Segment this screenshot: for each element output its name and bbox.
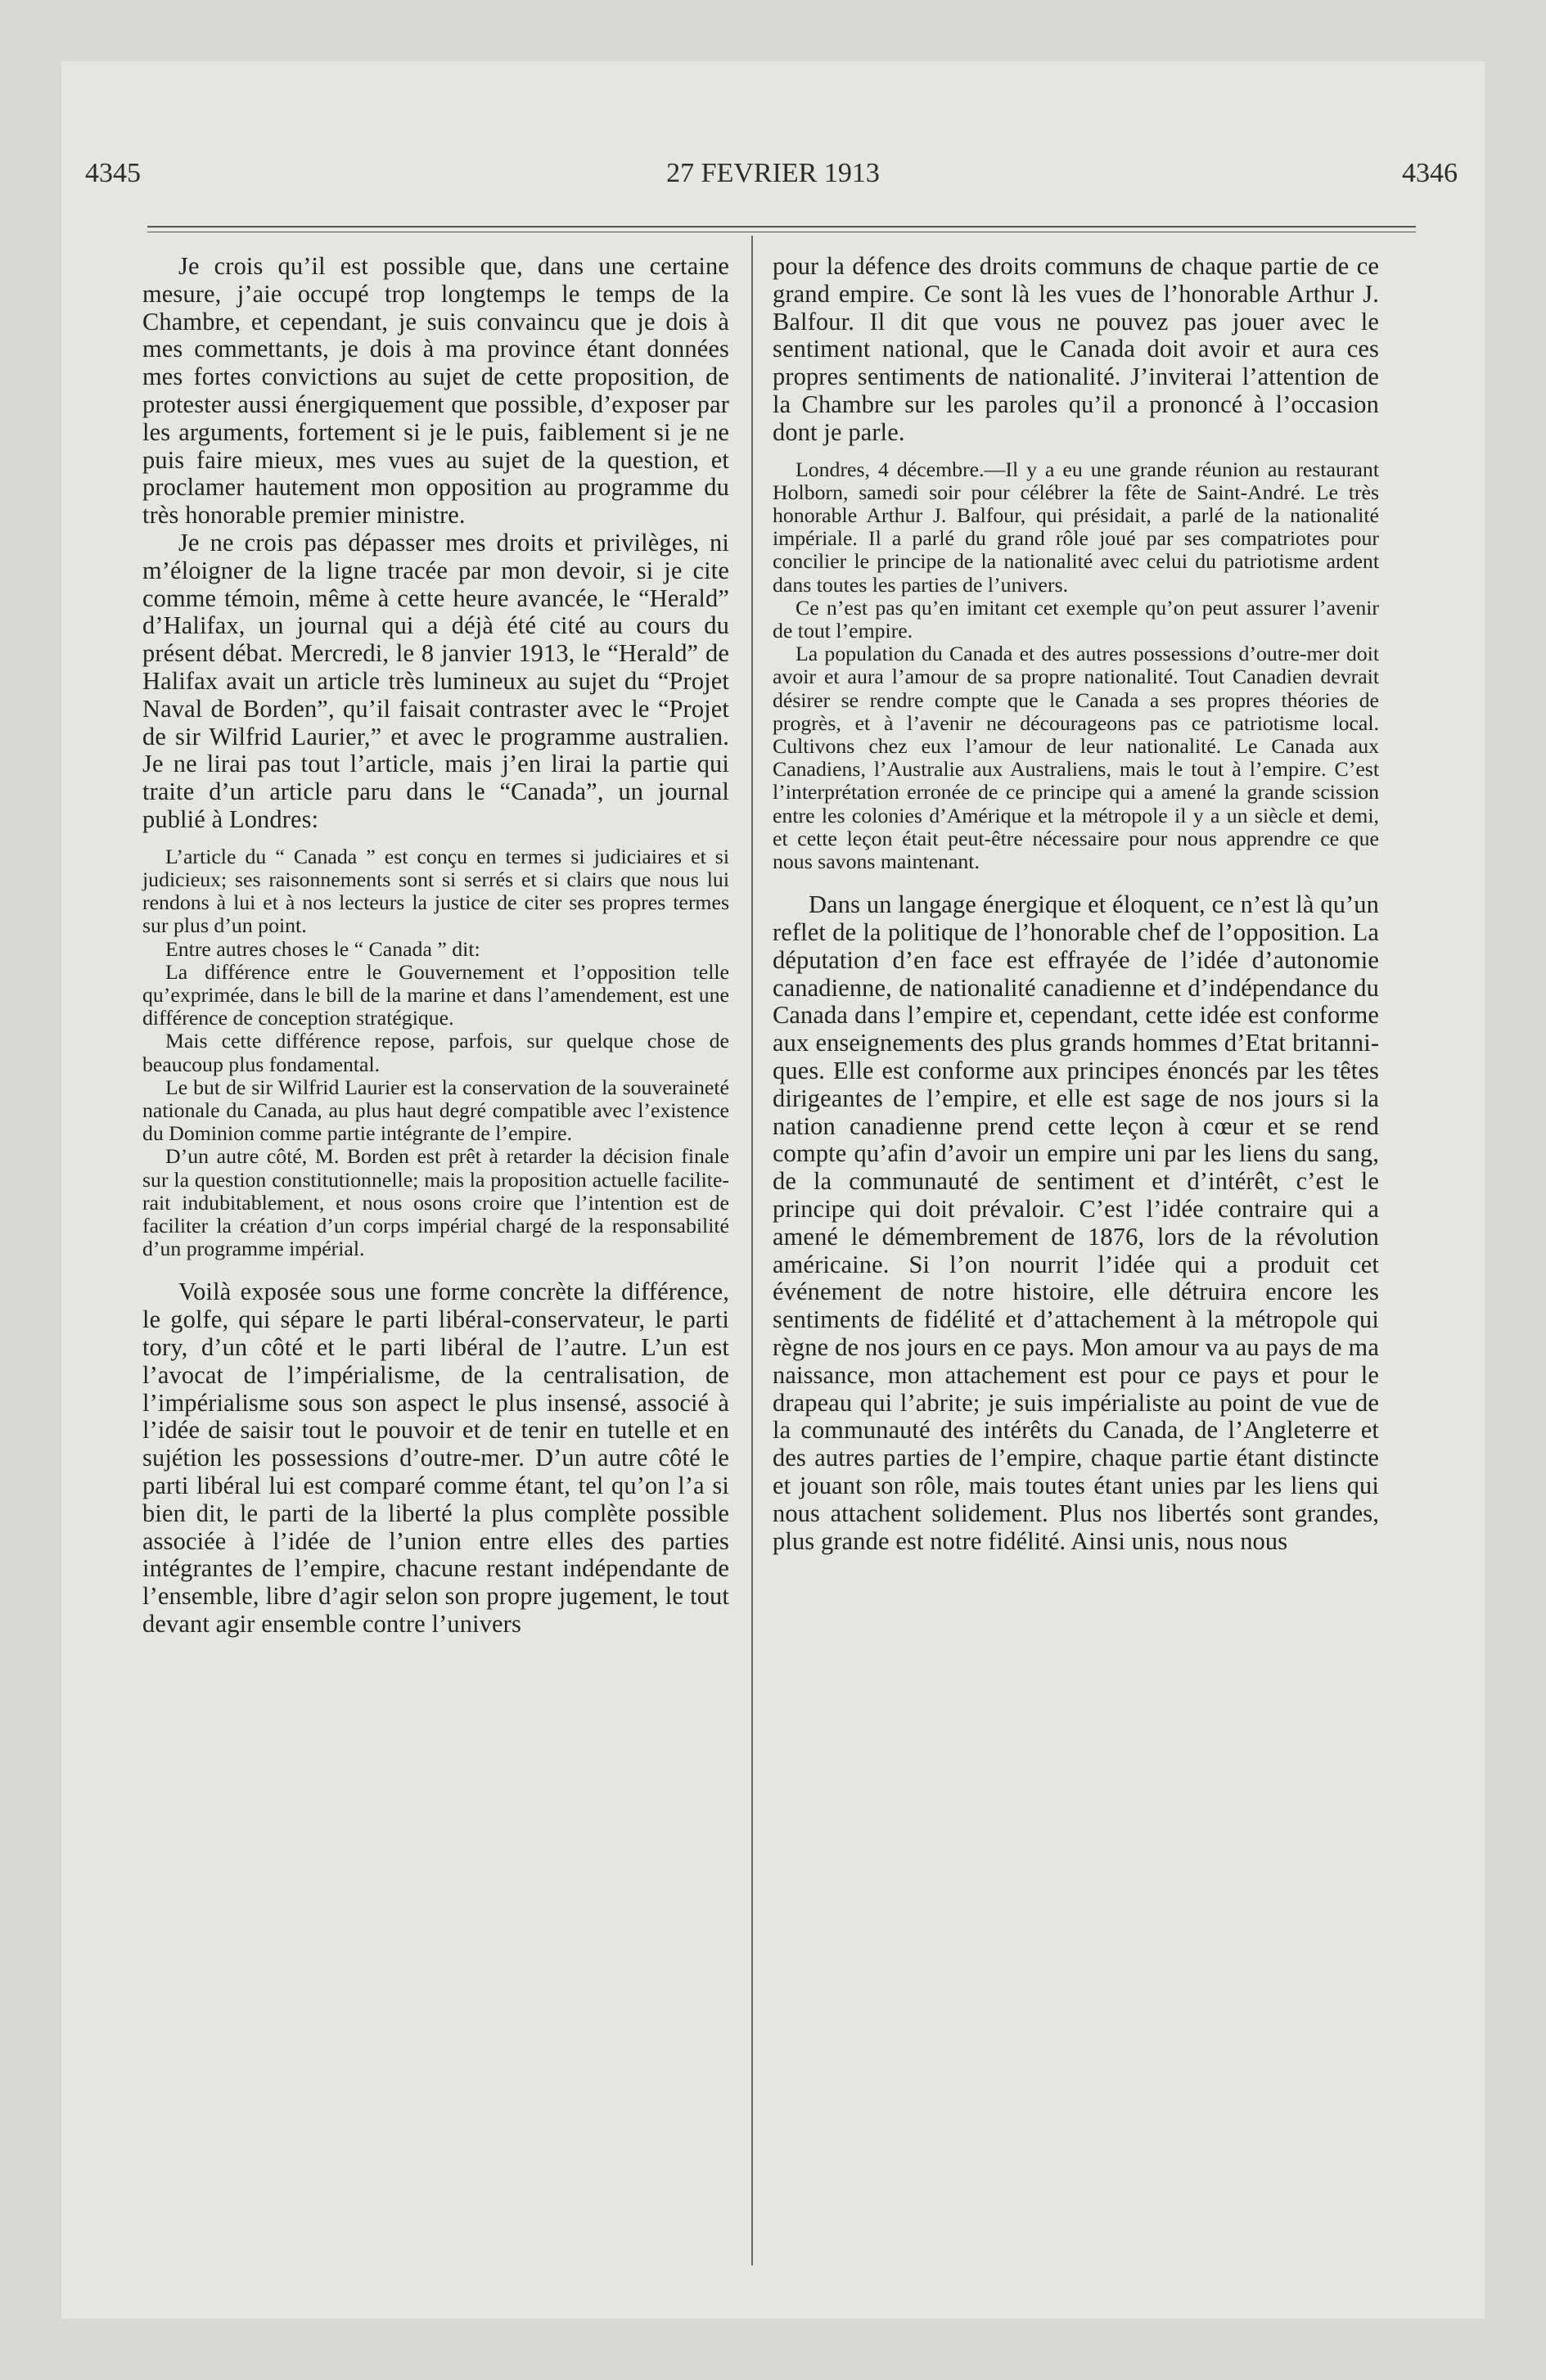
column-separator bbox=[751, 236, 753, 2265]
quote-paragraph: La population du Canada et des autres possessions d’outre-mer doit avoir et aura l’amour de sa propre nationalité. Tout Canadien devrait désirer se rendre compte que le Canada a ses propres théories de progrès, et à l’avenir ne décourageons pas ce patriotisme local. Cultivons chez eux l’amour de leur nationalité. Le Canada aux Canadiens, l’Australie aux Australiens, mais le tout à l’empire. C’est l’interprétation erronée de ce principe qui a amené la grande scission entre les colonies d’Amérique et la métropole il y a un siècle et demi, et cette leçon était peut-être nécessaire pour nous apprendre ce que nous savons maintenant. bbox=[773, 642, 1379, 874]
quote-paragraph: L’article du “ Canada ” est conçu en termes si judiciaires et si judicieux; ses raisonnements sont si serrés et si clairs que nous lui rendons à lui et à nos lecteurs la justice de citer ses propres termes sur plus d’un point. bbox=[142, 844, 729, 938]
block-quote bbox=[142, 845, 729, 1261]
block-quote bbox=[773, 458, 1379, 874]
quote-paragraph: Mais cette différence repose, parfois, sur quelque chose de beaucoup plus fondamental. bbox=[142, 1029, 729, 1076]
quote-paragraph: D’un autre côté, M. Borden est prêt à retarder la décision finale sur la question constitutionnelle; mais la proposition actuelle faciliterait indubitablement, et nous osons croire que l’intention est de faciliter la création d’un corps impérial chargé de la responsabilité d’un programme impérial. bbox=[142, 1144, 729, 1261]
right-column bbox=[773, 253, 1379, 1555]
quote-paragraph: Ce n’est pas qu’en imitant cet exemple qu’on peut assurer l’avenir de tout l’empire. bbox=[773, 595, 1379, 642]
header-rule-top bbox=[147, 226, 1416, 228]
quote-paragraph: Londres, 4 décembre.—Il y a eu une grande réunion au restaurant Holborn, samedi soir pour célébrer la fête de Saint-André. Le très honorable Arthur J. Balfour, qui présidait, a parlé de la nationalité impériale. Il a parlé du grand rôle joué par ses compatriotes pour concilier le principe de la nationalité avec celui du patriotisme ardent dans toutes les parties de l’univers. bbox=[773, 457, 1379, 597]
quote-paragraph: Entre autres choses le “ Canada ” dit: bbox=[165, 936, 480, 961]
page-header bbox=[61, 158, 1485, 199]
page-number-left: 4345 bbox=[85, 158, 141, 188]
scanned-page bbox=[61, 61, 1485, 2319]
quote-paragraph: Le but de sir Wilfrid Laurier est la conservation de la souveraineté nationale du Canada, au plus haut degré compatible avec l’existence du Dominion comme partie intégrante de l’empire. bbox=[142, 1075, 729, 1146]
paragraph: Dans un langage énergique et éloquent, ce n’est là qu’un reflet de la politique de l’honorable chef de l’opposition. La députation d’en face est effrayée de l’idée d’autonomie canadienne, de nationalité canadienne et d’indépendance du Canada dans l’empire et, cependant, cette idée est conforme aux enseignements des plus grands hommes d’Etat britanniques. Elle est conforme aux principes énoncés par les têtes dirigeantes de l’empire, et elle est sage de nos jours si la nation canadienne prend cette leçon à cœur et se rend compte qu’afin d’avoir un empire uni par les liens du sang, de la communauté de sentiment et d’intérêt, c’est le principe qui doit prévaloir. C’est l’idée contraire qui a amené le démembrement de 1876, lors de la révolution américaine. Si l’on nourrit l’idée qui a produit cet événement de notre histoire, elle détruira encore les sentiments de fidélité et d’attachement à la métropole qui règne de nos jours en ce pays. Mon amour va au pays de ma naissance, mon attachement est pour ce pays et pour le drapeau qui l’abrite; je suis impérialiste au point de vue de la communauté des intérêts du Canada, de l’Angleterre et des autres parties de l’empire, chaque partie étant distincte et jouant son rôle, mais toutes étant unies par les liens qui nous attachent solidement. Plus nos libertés sont grandes, plus grande est notre fidélité. Ainsi unis, nous nous bbox=[773, 890, 1379, 1555]
quote-paragraph: La différence entre le Gouvernement et l’opposition telle qu’exprimée, dans le bill de la marine et dans l’amendement, est une différence de conception stratégique. bbox=[142, 959, 729, 1030]
paragraph: pour la défence des droits communs de chaque partie de ce grand empire. Ce sont là les vues de l’honorable Arthur J. Balfour. Il dit que vous ne pouvez pas jouer avec le sentiment national, que le Canada doit avoir et aura ces propres sentiments de nationalité. J’inviterai l’attention de la Chambre sur les paroles qu’il a prononcé à l’occasion dont je parle. bbox=[773, 252, 1379, 446]
paragraph: Je crois qu’il est possible que, dans une certaine mesure, j’aie occupé trop longtemps le temps de la Chambre, et cependant, je suis convaincu que je dois à mes commettants, je dois à ma province étant données mes fortes convictions au sujet de cette proposition, de protester aussi énergiquement que possible, d’exposer par les arguments, fortement si je le puis, faiblement si je ne puis faire mieux, mes vues au sujet de la question, et proclamer hautement mon opposition au programme du très honorable premier ministre. bbox=[142, 252, 729, 530]
page-number-right: 4346 bbox=[1402, 158, 1458, 188]
left-column bbox=[142, 253, 729, 1639]
paragraph: Je ne crois pas dépasser mes droits et privilèges, ni m’éloigner de la ligne tracée par mon devoir, si je cite comme témoin, même à cette heure avancée, le “Herald” d’Halifax, un journal qui a déjà été cité au cours du présent débat. Mercredi, le 8 janvier 1913, le “Herald” de Halifax avait un article très lumineux au sujet du “Projet Naval de Borden”, qu’il faisait contraster avec le “Projet de sir Wilfrid Laurier,” et avec le programme australien. Je ne lirai pas tout l’article, mais j’en lirai la partie qui traite d’un article paru dans le “Canada”, un journal publié à Londres: bbox=[142, 528, 729, 833]
paragraph: Voilà exposée sous une forme concrète la différence, le golfe, qui sépare le parti libéral-conservateur, le parti tory, d’un côté et le parti libéral de l’autre. L’un est l’avocat de l’impérialisme, de la centralisation, de l’impérialisme sous son aspect le plus insensé, associé à l’idée de saisir tout le pouvoir et de tenir en tutelle et en sujétion les possessions d’outre-mer. D’un autre côté le parti libéral lui est comparé comme étant, tel qu’on l’a si bien dit, le parti de la liberté la plus complète possible associée à l’idée de l’union entre elles des parties intégrantes de l’empire, chacune restant indépendante de l’ensemble, libre d’agir selon son propre jugement, le tout devant agir ensemble contre l’univers bbox=[142, 1278, 729, 1638]
header-date: 27 FEVRIER 1913 bbox=[666, 158, 880, 188]
